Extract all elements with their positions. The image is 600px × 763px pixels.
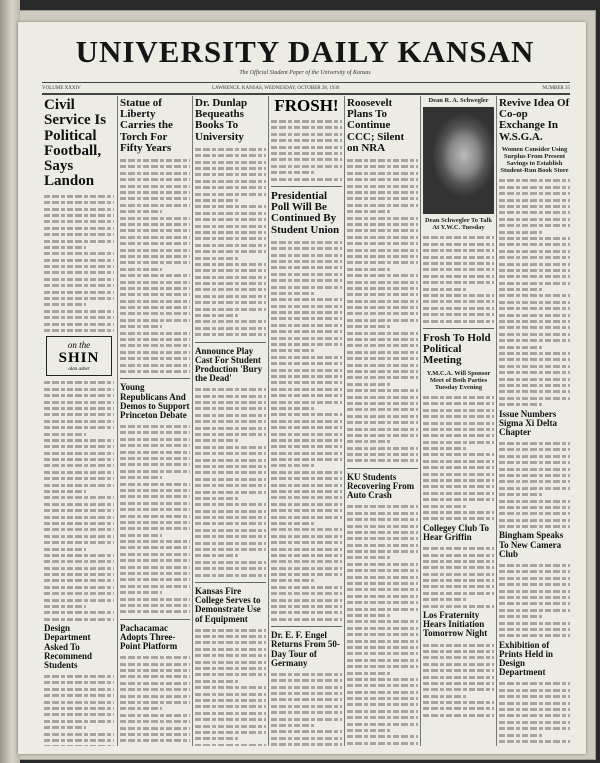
frosh-header: FROSH! <box>274 96 339 115</box>
column-rule <box>344 96 345 746</box>
headline-dr-engel: Dr. E. F. Engel Returns From 50-Day Tour of Germany <box>271 630 340 668</box>
masthead-motto: The Official Student Paper of the University of Kansas <box>239 70 371 76</box>
column-2 <box>120 96 190 746</box>
volume-label: VOLUME XXXIV <box>42 86 81 91</box>
body-text-greeked <box>44 193 114 334</box>
text-line <box>44 327 114 333</box>
headline-frosh-political-meeting: Frosh To Hold Political Meeting <box>423 331 491 367</box>
text-line <box>499 523 570 529</box>
body-text-greeked <box>195 627 266 746</box>
headline-presidential-poll: Presidential Poll Will Be Continued By Student Union <box>271 189 340 236</box>
column-rule <box>192 96 193 746</box>
text-line <box>44 743 114 746</box>
headline-young-republicans: Young Republicans And Demos to Support Princeton Debate <box>120 382 190 420</box>
binding-edge <box>0 0 20 763</box>
headline-statue-of-liberty: Statue of Liberty Carries the Torch For Fifty Years <box>120 97 173 154</box>
text-line <box>195 331 266 337</box>
headline-play-cast: Announce Play Cast For Student Production 'Bury the Dead' <box>195 345 263 384</box>
body-text-greeked <box>271 118 342 182</box>
headline-fire-college: Kansas Fire College Serves to Demonstrate Use of Equipment <box>195 586 261 624</box>
dateline: LAWRENCE, KANSAS, WEDNESDAY, OCTOBER 28, 1936 <box>212 86 340 91</box>
body-text-greeked <box>120 423 190 615</box>
body-text-greeked <box>44 379 114 622</box>
body-text-greeked <box>347 157 418 464</box>
headline-sigma-xi: Issue Numbers Sigma Xi Delta Chapter <box>499 408 557 437</box>
body-text-greeked <box>499 177 570 407</box>
text-line <box>499 401 542 407</box>
headline-dr-dunlap: Dr. Dunlap Bequeaths Books To University <box>195 97 248 143</box>
subhead-ymca: Y.M.C.A. Will Sponsor Meet of Both Parties Tuesday Evening <box>426 369 491 391</box>
headline-exhibition-prints: Exhibition of Prints Held in Design Department <box>499 639 554 678</box>
body-text-greeked <box>423 545 494 609</box>
headline-camera-club: Bingham Speaks To New Camera Club <box>499 530 564 559</box>
issue-number: NUMBER 35 <box>542 86 570 91</box>
column-rule <box>496 96 497 746</box>
body-text-greeked <box>195 146 266 338</box>
column-rule <box>117 96 118 746</box>
body-text-greeked <box>44 673 114 746</box>
body-text-greeked <box>499 440 570 529</box>
text-line <box>423 515 494 521</box>
column-rule <box>268 96 269 746</box>
headline-collegey-club: Collegey Club To Hear Griffin <box>423 522 490 542</box>
text-line <box>499 738 570 744</box>
text-line <box>120 744 190 746</box>
column-5 <box>347 96 418 746</box>
text-line <box>120 368 190 374</box>
body-text-greeked <box>271 239 342 622</box>
photo-caption-top: Dean R. A. Schwegler <box>428 97 489 104</box>
body-text-greeked <box>423 234 494 323</box>
text-line <box>271 741 342 746</box>
box-title: SHIN <box>58 350 100 367</box>
column-4 <box>271 96 342 746</box>
text-line <box>347 457 418 463</box>
headline-roosevelt: Roosevelt Plans To Continue CCC; Silent on NRA <box>347 97 405 154</box>
body-text-greeked <box>499 562 570 639</box>
masthead-rule-bottom <box>42 93 570 95</box>
box-byline: alan asher <box>68 367 90 373</box>
body-text-greeked <box>423 394 494 522</box>
column-1 <box>44 96 114 746</box>
body-text-greeked <box>423 642 494 719</box>
body-text-greeked <box>120 654 190 746</box>
headline-design-department: Design Department Asked To Recommend Students <box>44 623 92 670</box>
text-line <box>120 608 190 614</box>
photo-caption: Dean Schwegler To Talk At Y.W.C. Tuesday <box>425 217 492 232</box>
text-line <box>347 740 418 746</box>
headline-ku-students-auto-crash: KU Students Recovering From Auto Crash <box>347 471 415 501</box>
column-6 <box>423 96 494 746</box>
text-line <box>195 742 266 746</box>
column-7 <box>499 96 570 746</box>
body-text-greeked <box>120 157 190 374</box>
headline-civil-service: Civil Service Is Political Football, Says Landon <box>44 97 107 190</box>
column-3 <box>195 96 266 746</box>
text-line <box>423 603 494 609</box>
body-text-greeked <box>271 671 342 746</box>
headline-co-op-exchange: Revive Idea Of Co-op Exchange In W.S.G.A. <box>499 97 570 143</box>
text-line <box>44 616 114 622</box>
masthead-title: UNIVERSITY DAILY KANSAN <box>75 34 535 69</box>
text-line <box>195 572 266 578</box>
masthead-rule-top <box>42 82 570 83</box>
text-line <box>271 176 342 182</box>
text-line <box>423 712 494 718</box>
body-text-greeked <box>499 680 570 744</box>
column-box-on-the-shin <box>46 336 112 376</box>
body-text-greeked <box>195 386 266 578</box>
portrait-photo <box>423 107 494 214</box>
headline-pachacamac: Pachacamac Adopts Three-Point Platform <box>120 622 178 652</box>
subhead-women-consider: Women Consider Using Surplus From Present Savings to Establish Student-Run Book Store <box>500 145 569 175</box>
text-line <box>271 616 342 622</box>
text-line <box>423 318 494 324</box>
box-on-the: on the <box>67 340 91 351</box>
body-text-greeked <box>347 503 418 746</box>
column-rule <box>420 96 421 746</box>
text-line <box>499 632 570 638</box>
headline-los-fraternity: Los Fraternity Hears Initiation Tomorrow Night <box>423 610 488 639</box>
